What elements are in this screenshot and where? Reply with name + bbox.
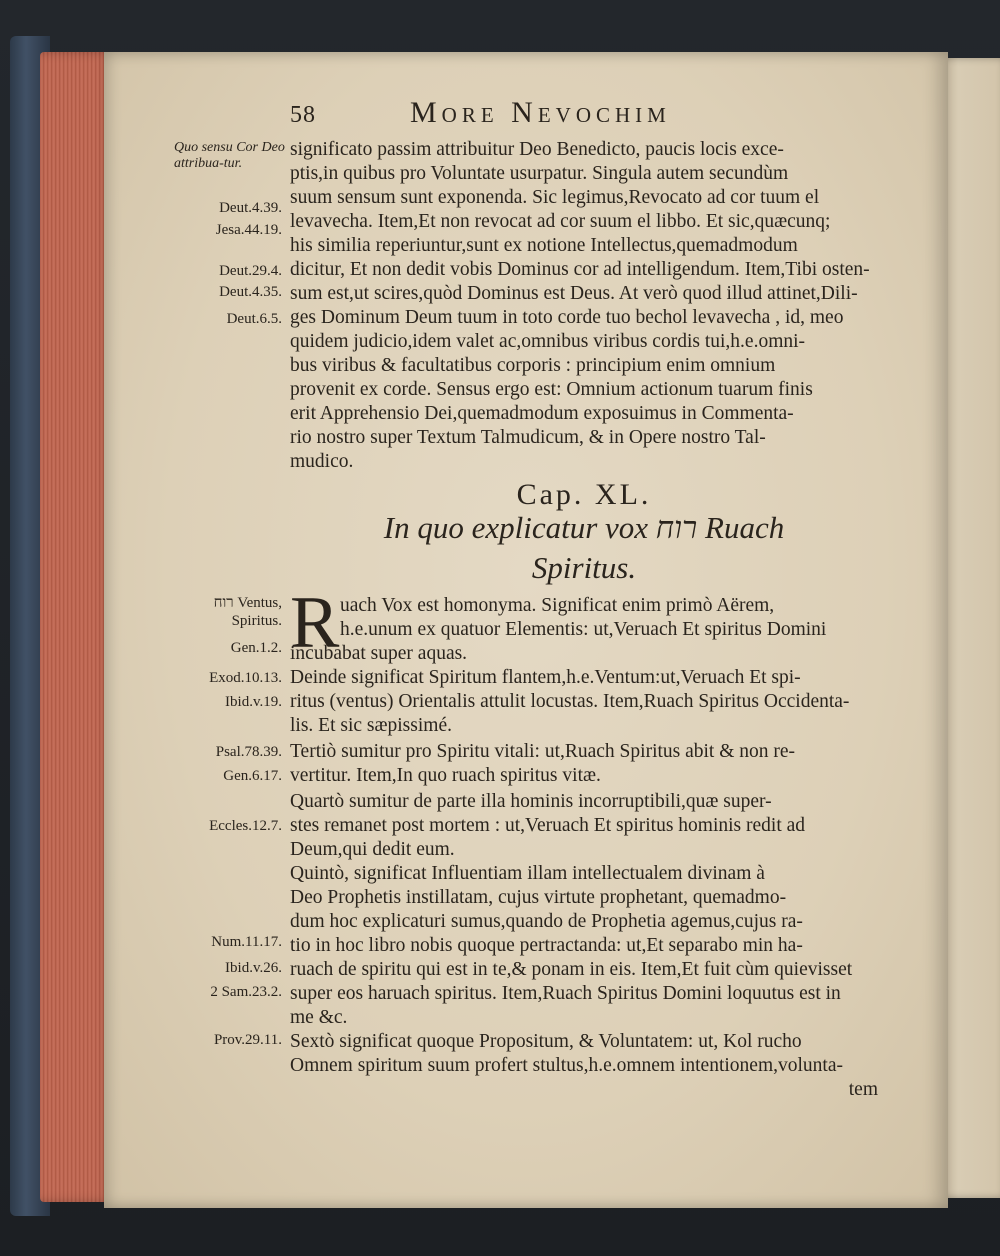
chapter-subtitle-line1: In quo explicatur vox רוח Ruach [383,510,785,545]
page-edges-red [40,52,112,1202]
facing-page-edge [940,58,1000,1198]
body-line: his similia reperiuntur,sunt ex notione Intellectus,quemadmodum [290,235,798,256]
body-line: suum sensum sunt exponenda. Sic legimus,Revocato ad cor tuum el [290,187,820,208]
body-line: bus viribus & facultatibus corporis : principium enim omnium [290,355,776,376]
margin-ref-num-11-17: Num.11.17. [211,934,282,950]
margin-ref-deut-4-35: Deut.4.35. [219,284,282,300]
body-line: incubabat super aquas. [290,643,468,664]
body-line-catchword: tem [848,1079,878,1100]
body-line: ges Dominum Deum tuum in toto corde tuo bechol levavecha , id, meo [290,307,844,328]
body-line: dicitur, Et non dedit vobis Dominus cor ad intelligendum. Item,Tibi osten- [290,259,870,280]
body-line: sum est,ut scires,quòd Dominus est Deus. At verò quod illud attinet,Dili- [290,283,858,304]
body-line: uach Vox est homonyma. Significat enim primò Aërem, [340,595,775,616]
body-line: significato passim attribuitur Deo Benedicto, paucis locis exce- [290,139,784,160]
margin-ref-prov-29-11: Prov.29.11. [213,1032,282,1048]
chapter-title: Cap. XL. [516,478,652,511]
chapter-subtitle-line2: Spiritus. [531,550,637,585]
body-line: levavecha. Item,Et non revocat ad cor suum el libbo. Et sic,quæcunq; [290,211,831,232]
margin-ref-exod-10-13: Exod.10.13. [209,670,282,686]
margin-ref-deut-4-39: Deut.4.39. [219,200,282,216]
body-line: erit Apprehensio Dei,quemadmodum exposuimus in Commenta- [290,403,794,424]
body-line: Quartò sumitur de parte illa hominis incorruptibili,quæ super- [290,791,772,812]
margin-ref-gen-1-2: Gen.1.2. [230,640,282,656]
margin-ref-ibid-v-26: Ibid.v.26. [225,960,282,976]
body-line: Tertiò sumitur pro Spiritu vitali: ut,Ruach Spiritus abit & non re- [290,741,796,762]
body-line: ritus (ventus) Orientalis attulit locustas. Item,Ruach Spiritus Occidenta- [290,691,850,712]
body-line: dum hoc explicaturi sumus,quando de Prophetia agemus,cujus ra- [290,911,803,932]
margin-ref-ibid-v-19: Ibid.v.19. [225,694,282,710]
body-line: stes remanet post mortem : ut,Veruach Et spiritus hominis redit ad [290,815,806,836]
body-line: lis. Et sic sæpissimé. [290,715,452,736]
margin-ref-deut-29-4: Deut.29.4. [219,263,282,279]
body-line: ruach de spiritu qui est in te,& ponam in eis. Item,Et fuit cùm quievisset [290,959,853,980]
running-title: More Nevochim [410,96,671,129]
body-line: Deo Prophetis instillatam, cujus virtute prophetant, quemadmo- [290,887,787,908]
margin-ref-2-sam-23-2: 2 Sam.23.2. [210,984,282,1000]
body-line: Deum,qui dedit eum. [290,839,455,860]
body-line: vertitur. Item,In quo ruach spiritus vitæ. [290,765,601,786]
body-line: tio in hoc libro nobis quoque pertractanda: ut,Et separabo min ha- [290,935,803,956]
margin-note-ruach-ventus: רוח Ventus, Spiritus. [213,595,282,629]
body-line: Deinde significat Spiritum flantem,h.e.Ventum:ut,Veruach Et spi- [290,667,801,688]
body-line: mudico. [290,451,354,472]
drop-cap: R [290,582,340,664]
margin-ref-eccles-12-7: Eccles.12.7. [209,818,282,834]
margin-note-quo-sensu: Quo sensu Cor Deo attribua-tur. [174,140,285,171]
page-header [290,96,850,136]
body-line: h.e.unum ex quatuor Elementis: ut,Veruach Et spiritus Domini [340,619,827,640]
margin-ref-psal-78-39: Psal.78.39. [215,744,282,760]
body-line: me &c. [290,1007,348,1028]
body-line: super eos haruach spiritus. Item,Ruach Spiritus Domini loquutus est in [290,983,841,1004]
margin-ref-gen-6-17: Gen.6.17. [223,768,282,784]
body-line: quidem judicio,idem valet ac,omnibus viribus cordis tui,h.e.omni- [290,331,806,352]
body-line: Quintò, significat Influentiam illam intellectualem divinam à [290,863,765,884]
body-line: Sextò significat quoque Propositum, & Voluntatem: ut, Kol rucho [290,1031,802,1052]
body-line: ptis,in quibus pro Voluntate usurpatur. Singula autem secundùm [290,163,789,184]
body-line: Omnem spiritum suum profert stultus,h.e.omnem intentionem,volunta- [290,1055,843,1076]
margin-ref-deut-6-5: Deut.6.5. [226,311,282,327]
margin-ref-jesa-44-19: Jesa.44.19. [215,222,282,238]
body-line: provenit ex corde. Sensus ergo est: Omnium actionum tuarum finis [290,379,813,400]
page-number: 58 [290,102,316,128]
body-line: rio nostro super Textum Talmudicum, & in Opere nostro Tal- [290,427,766,448]
